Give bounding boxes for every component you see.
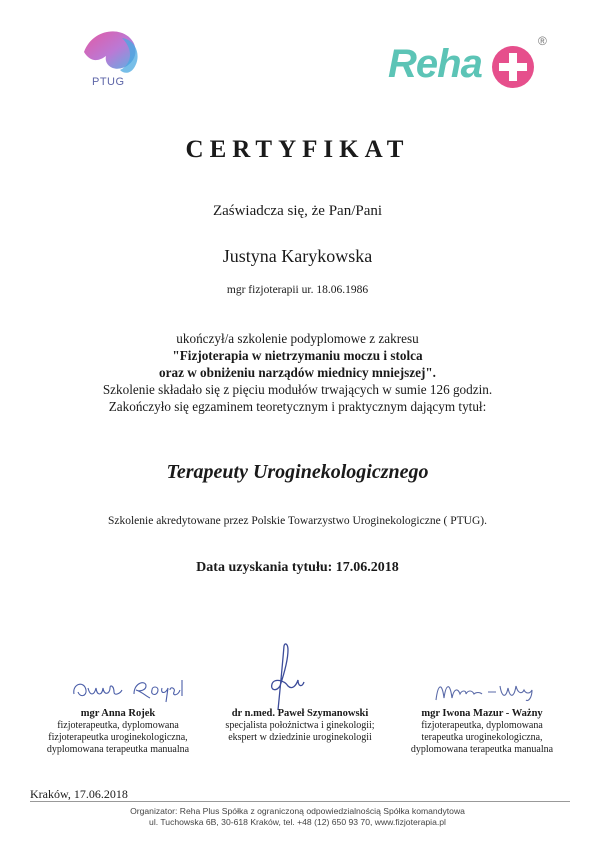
course-name-line: "Fizjoterapia w nietrzymaniu moczu i stolca [172, 348, 423, 363]
certificate-body [0, 330, 595, 415]
footer-organizer: Organizator: Reha Plus Spółka z ograniczoną odpowiedzialnością Spółka komandytowa [130, 806, 465, 816]
body-line: Szkolenie składało się z pięciu modułów trwających w sumie 126 godzin. [102, 382, 493, 397]
registered-mark: ® [538, 34, 547, 48]
signatory-2 [200, 708, 400, 744]
signatory-role: dyplomowana terapeutka manualna [410, 744, 554, 755]
conferred-title: Terapeuty Uroginekologicznego [166, 461, 429, 483]
signatory-role: dyplomowana terapeutka manualna [46, 744, 190, 755]
place-and-date: Kraków, 17.06.2018 [30, 787, 128, 801]
footer [0, 806, 595, 828]
signatory-name: mgr Anna Rojek [80, 708, 156, 719]
reha-logo-text: Reha [388, 42, 482, 86]
footer-divider [30, 801, 570, 802]
signatory-role: fizjoterapeutka uroginekologiczna, [48, 732, 188, 743]
signatory-3 [392, 708, 572, 756]
course-name-line: oraz w obniżeniu narządów miednicy mniejszej". [159, 365, 436, 380]
signatory-role: specjalista położnictwa i ginekologii; [225, 720, 375, 731]
date-of-title: Data uzyskania tytułu: 17.06.2018 [196, 560, 399, 575]
intro-text: Zaświadcza się, że Pan/Pani [212, 203, 383, 219]
ptug-logo-text: PTUG [92, 76, 125, 88]
signatory-role: fizjoterapeutka, dyplomowana [421, 720, 543, 731]
signatory-name: dr n.med. Paweł Szymanowski [231, 708, 369, 719]
signatory-1 [28, 708, 208, 756]
footer-address: ul. Tuchowska 6B, 30-618 Kraków, tel. +48 (12) 650 93 70, www.fizjoterapia.pl [149, 817, 446, 827]
signature-anna-rojek [70, 672, 190, 704]
signatory-name: mgr Iwona Mazur - Ważny [421, 708, 543, 719]
body-line: ukończył/a szkolenie podyplomowe z zakresu [176, 331, 419, 346]
body-line: Zakończyło się egzaminem teoretycznym i praktycznym dającym tytuł: [108, 399, 487, 414]
reha-plus-icon [490, 44, 536, 90]
recipient-degree: mgr fizjoterapii ur. 18.06.1986 [226, 284, 369, 296]
signature-iwona-mazur-wazny [432, 676, 542, 704]
signatory-role: fizjoterapeutka, dyplomowana [57, 720, 179, 731]
signatory-role: ekspert w dziedzinie uroginekologii [228, 732, 372, 743]
signatory-role: terapeutka uroginekologiczna, [421, 732, 543, 743]
recipient-name: Justyna Karykowska [222, 246, 373, 266]
certificate-title: CERTYFIKAT [185, 136, 410, 163]
accreditation-text: Szkolenie akredytowane przez Polskie Towarzystwo Uroginekologiczne ( PTUG). [107, 515, 487, 527]
signature-pawel-szymanowski [262, 640, 308, 712]
